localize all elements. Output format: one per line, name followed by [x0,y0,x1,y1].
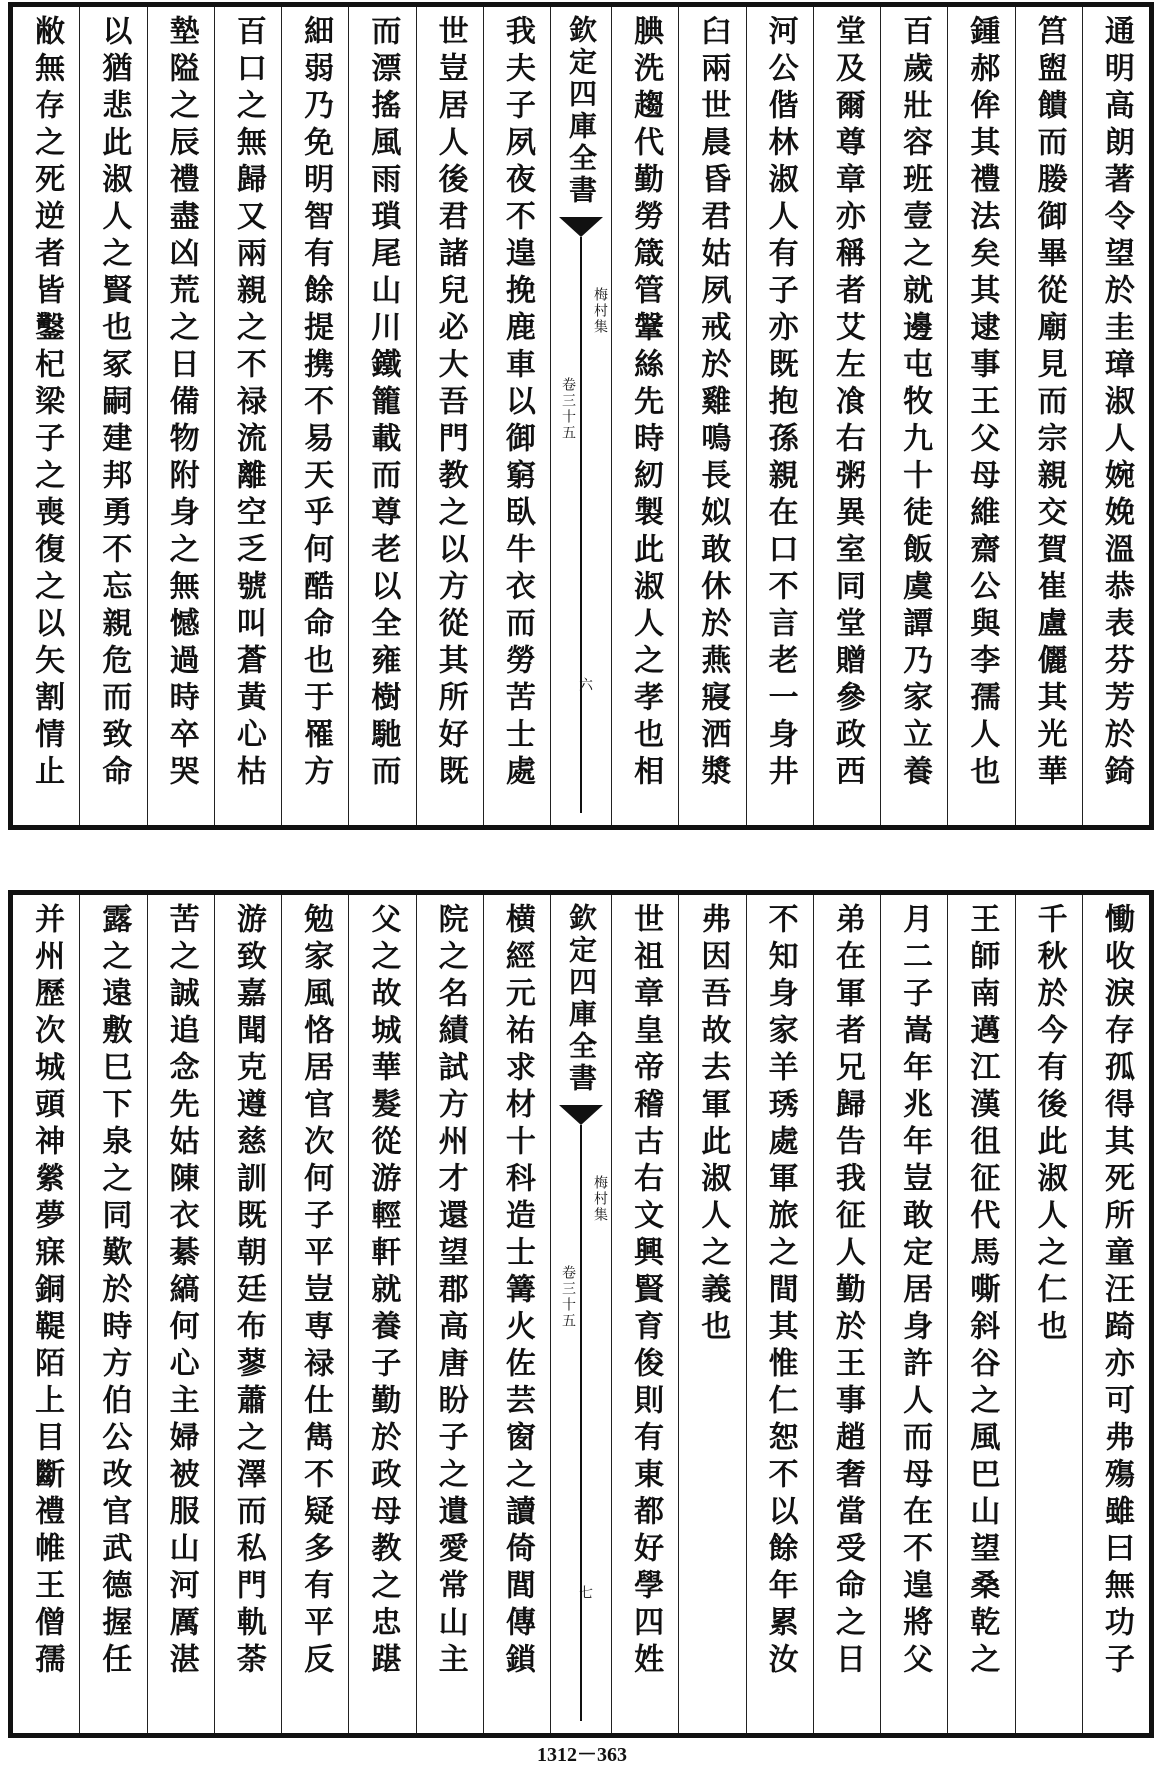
text-column [79,7,146,825]
column-text: 游致嘉聞克遵慈訓既朝廷布蓼蕭之澤而私門軌荼 [230,903,266,1680]
column-text: 腆洗趨代勤勞箴管鞶絲先時紉製此淑人之孝也相 [628,15,664,792]
center-fold-column [550,895,611,1733]
book-title: 欽定四庫全書 [565,903,598,1095]
column-text: 横經元祐求材十科造士篝火佐芸窗之讀倚閭傳鎖 [499,903,535,1680]
column-text: 河公偕林淑人有子亦既抱孫親在口不言老一身井 [762,15,798,792]
text-column [147,895,214,1733]
text-column [1082,7,1149,825]
column-text: 筥盥饋而媵御畢從廟見而宗親交賀崔盧儷其光華 [1031,15,1067,792]
text-column [746,895,813,1733]
text-column [483,7,550,825]
text-column [746,7,813,825]
side-page-number: 七 [577,1585,593,1601]
column-text: 我夫子夙夜不遑挽鹿車以御窮臥牛衣而勞苦士處 [499,15,535,792]
column-text: 并州歷次城頭神縈夢寐銅鞮陌上目斷禮帷王僧孺 [29,903,65,1680]
page-reference: 1312－363 [537,1744,627,1766]
text-column [813,895,880,1733]
text-column [947,7,1014,825]
text-column [678,7,745,825]
text-column [1015,7,1082,825]
column-text: 千秋於今有後此淑人之仁也 [1031,903,1067,1347]
text-column [13,895,79,1733]
center-fold-column [550,7,611,825]
text-column [880,895,947,1733]
fish-tail-mark [559,1105,603,1125]
text-column [416,7,483,825]
text-column [880,7,947,825]
side-page-number: 六 [577,677,593,693]
text-column [947,895,1014,1733]
bottom-page-panel [8,890,1154,1738]
text-column [1015,895,1082,1733]
column-text: 堂及爾尊章亦稱者艾左飡右粥異室同堂贈參政西 [829,15,865,792]
fish-tail-mark [559,217,603,237]
side-volume: 卷三十五 [560,1265,576,1329]
column-text: 而漂搖風雨瑣尾山川鐵籠載而尊老以全雍樹馳而 [365,15,401,792]
column-text: 世豈居人後君諸兒必大吾門教之以方從其所好既 [432,15,468,792]
column-text: 月二子嵩年兆年豈敢定居身許人而母在不遑將父 [897,903,933,1680]
book-title: 欽定四庫全書 [565,15,598,207]
column-text: 百歲壯容班壹之就邊屯牧九十徒飯虞譚乃家立養 [897,15,933,792]
column-text: 弟在軍者兄歸告我征人勤於王事趙奢當受命之日 [829,903,865,1680]
text-column [348,7,415,825]
text-column [214,895,281,1733]
column-text: 慟收淚存孤得其死所童汪踦亦可弗殤雖曰無功子 [1098,903,1134,1680]
text-column [483,895,550,1733]
text-column [13,7,79,825]
text-column [147,7,214,825]
text-column [348,895,415,1733]
column-text: 世祖章皇帝稽古右文興賢育俊則有東都好學四姓 [628,903,664,1680]
text-column [214,7,281,825]
text-column [611,7,678,825]
column-text: 王師南邁江漢徂征代馬嘶斜谷之風巴山望桑乾之 [964,903,1000,1680]
fold-line [560,237,608,813]
column-text: 苦之誠追念先姑陳衣綦縞何心主婦被服山河厲湛 [163,903,199,1680]
side-title: 梅村集 [592,287,608,335]
text-column [281,7,348,825]
column-text: 細弱乃免明智有餘提携不易天乎何酷命也于罹方 [298,15,334,792]
text-column [611,895,678,1733]
column-text: 院之名績試方州才還望郡高唐盼子之遺愛常山主 [432,903,468,1680]
column-text: 父之故城華髮從游輕軒就養子勤於政母教之忠踸 [365,903,401,1680]
text-column [678,895,745,1733]
column-text: 露之遠敷巳下泉之同歎於時方伯公改官武德握任 [96,903,132,1680]
column-text: 弗因吾故去軍此淑人之義也 [695,903,731,1347]
column-text: 以猶悲此淑人之賢也冢嗣建邦勇不忘親危而致命 [96,15,132,792]
column-text: 勉家風恪居官次何子平豈専禄仕雋不疑多有平反 [298,903,334,1680]
fold-line [560,1125,608,1721]
text-column [416,895,483,1733]
text-column [281,895,348,1733]
column-text: 墊隘之辰禮盡凶荒之日備物附身之無憾過時卒哭 [163,15,199,792]
top-page-panel [8,2,1154,830]
text-column [79,895,146,1733]
column-text: 鍾郝侔其禮法矣其逮事王父母維齋公與李孺人也 [964,15,1000,792]
side-volume: 卷三十五 [560,377,576,441]
side-title: 梅村集 [592,1175,608,1223]
column-text: 敝無存之死逆者皆鑿杞梁子之喪復之以矢割情止 [29,15,65,792]
bottom-columns [13,895,1149,1733]
column-text: 不知身家羊琇處軍旅之間其惟仁恕不以餘年累汝 [762,903,798,1680]
text-column [1082,895,1149,1733]
column-text: 臼兩世晨昏君姑夙戒於雞鳴長姒敢休於燕寢洒漿 [695,15,731,792]
column-text: 通明高朗著令望於圭璋淑人婉娩溫恭表芬芳於錡 [1098,15,1134,792]
top-columns [13,7,1149,825]
text-column [813,7,880,825]
column-text: 百口之無歸又兩親之不禄流離空乏號叫蒼黃心枯 [230,15,266,792]
